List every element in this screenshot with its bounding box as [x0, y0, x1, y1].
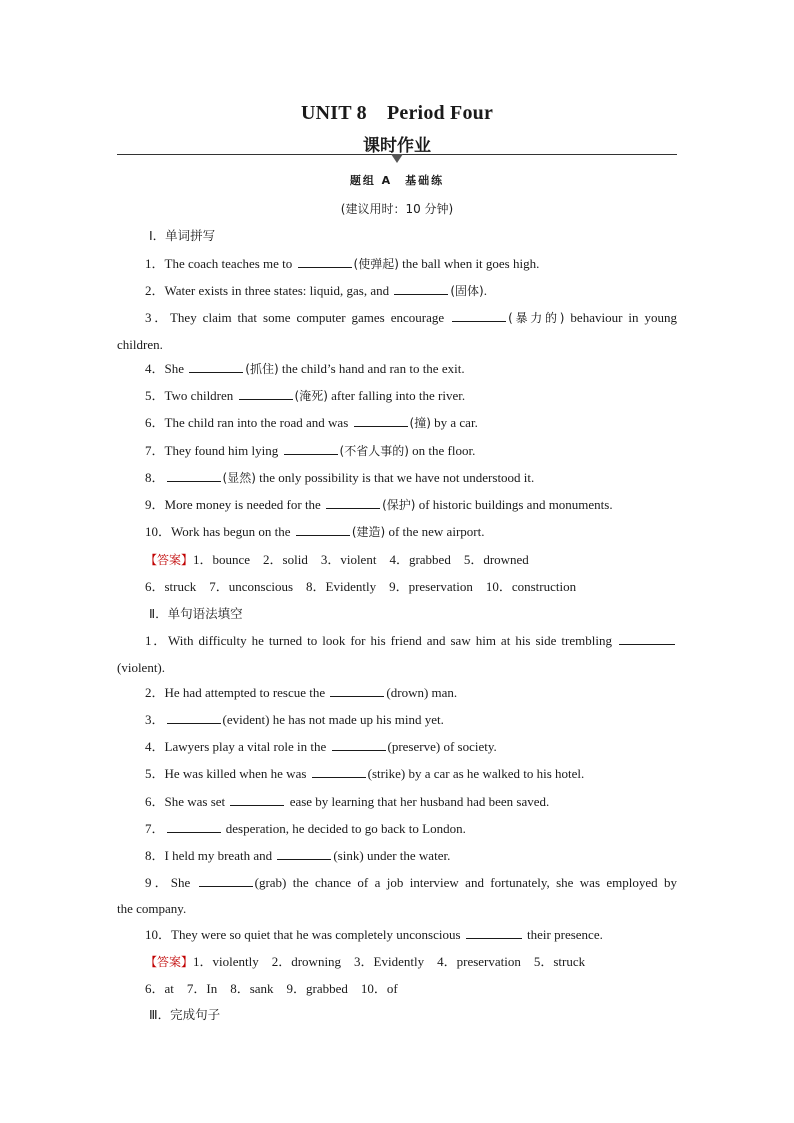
question-text: of society. [440, 739, 497, 754]
question-hint: (strike) [367, 766, 406, 781]
question-text: their presence. [523, 927, 603, 942]
question-text: on the floor. [408, 443, 476, 458]
question-text: the child’s hand and ran to the exit. [278, 361, 465, 376]
answer-text: 1．bounce 2．solid 3．violent 4．grabbed 5．drowned [193, 552, 529, 567]
question-number: 4． [145, 739, 165, 754]
question-hint: (使弹起) [353, 257, 399, 271]
answer-blank[interactable] [312, 765, 366, 778]
answer-blank[interactable] [354, 414, 408, 427]
answer-text: 6．struck 7．unconscious 8．Evidently 9．preservation 10．construction [145, 579, 577, 594]
question-number: 3． [145, 712, 165, 727]
question-text: under the water. [363, 848, 451, 863]
question-line [145, 793, 680, 811]
answer-blank[interactable] [199, 874, 253, 887]
question-number: 1． [145, 633, 169, 648]
question-text: by a car. [430, 415, 478, 430]
question-number: 9． [145, 497, 165, 512]
question-text: the only possibility is that we have not understood it. [255, 470, 535, 485]
question-line [145, 523, 680, 541]
question-line [145, 309, 677, 327]
question-line [145, 360, 680, 378]
question-text: behaviour in young [564, 310, 677, 325]
question-number: 5． [145, 766, 165, 781]
question-text: She [170, 875, 197, 890]
question-text: More money is needed for the [164, 497, 325, 512]
question-hint: (建造) [351, 525, 386, 539]
answer-blank[interactable] [277, 847, 331, 860]
question-hint: (保护) [382, 498, 416, 512]
question-number: 8． [145, 470, 165, 485]
answer-blank[interactable] [167, 820, 221, 833]
answer-blank[interactable] [230, 793, 284, 806]
question-line [145, 684, 680, 702]
question-text: They found him lying [164, 443, 282, 458]
question-hint: (暴力的) [508, 311, 565, 325]
question-hint: (显然) [222, 471, 256, 485]
question-hint: (抓住) [245, 362, 279, 376]
question-number: 2． [145, 685, 165, 700]
question-line [145, 738, 680, 756]
question-line [145, 387, 680, 405]
question-line [145, 847, 680, 865]
question-text: . [483, 283, 487, 298]
question-text: They claim that some computer games encourage [169, 310, 451, 325]
answer-key-line [145, 578, 680, 596]
question-text: the ball when it goes high. [398, 256, 540, 271]
question-number: 3． [145, 310, 170, 325]
question-hint: (撞) [409, 416, 431, 430]
question-line [145, 255, 680, 273]
answer-blank[interactable] [239, 387, 293, 400]
question-text: He had attempted to rescue the [164, 685, 329, 700]
question-text: desperation, he decided to go back to London. [222, 821, 466, 836]
question-line [145, 765, 680, 783]
answer-blank[interactable] [284, 442, 338, 455]
answer-tag: 【答案】 [145, 553, 194, 567]
question-number: 7． [145, 443, 165, 458]
triangle-marker-icon [391, 154, 403, 163]
question-line [145, 496, 680, 514]
page-title: UNIT 8 Period Four [300, 102, 494, 124]
question-number: 1． [145, 256, 165, 271]
question-line [145, 820, 680, 838]
question-line [145, 469, 680, 487]
question-continuation: (violent). [117, 660, 166, 675]
answer-blank[interactable] [326, 496, 380, 509]
question-number: 8． [145, 848, 165, 863]
question-hint: (drown) [386, 685, 429, 700]
page-subtitle: 课时作业 [363, 136, 431, 156]
question-number: 6． [145, 415, 165, 430]
question-number: 7． [145, 821, 165, 836]
question-text: The coach teaches me to [164, 256, 296, 271]
question-text: the chance of a job interview and fortunately, she was employed by [286, 875, 677, 890]
question-number: 5． [145, 388, 165, 403]
question-line [145, 282, 680, 300]
question-line [145, 414, 680, 432]
question-number: 2． [145, 283, 165, 298]
question-hint: (grab) [254, 875, 287, 890]
question-number: 10． [145, 927, 172, 942]
question-line [145, 874, 677, 892]
answer-text: 6．at 7．In 8．sank 9．grabbed 10．of [145, 981, 398, 996]
answer-blank[interactable] [332, 738, 386, 751]
answer-tag: 【答案】 [145, 955, 194, 969]
question-text: he has not made up his mind yet. [269, 712, 444, 727]
answer-blank[interactable] [167, 469, 221, 482]
question-continuation: children. [117, 337, 163, 352]
question-text: She [164, 361, 188, 376]
question-text: He was killed when he was [164, 766, 310, 781]
question-number: 6． [145, 794, 165, 809]
question-hint: (preserve) [387, 739, 441, 754]
question-text: Work has begun on the [171, 524, 294, 539]
question-text: They were so quiet that he was completely unconscious [171, 927, 464, 942]
question-number: 10． [145, 524, 172, 539]
question-text: Lawyers play a vital role in the [164, 739, 330, 754]
answer-text: 1．violently 2．drowning 3．Evidently 4．preservation 5．struck [193, 954, 586, 969]
answer-blank[interactable] [189, 360, 243, 373]
question-hint: (固体) [450, 284, 484, 298]
answer-blank[interactable] [167, 711, 221, 724]
group-label: 题组 A 基础练 [349, 174, 445, 187]
question-continuation: the company. [117, 901, 187, 916]
answer-blank[interactable] [298, 255, 352, 268]
suggested-time: (建议用时：10 分钟) [340, 202, 454, 216]
question-text: of the new airport. [385, 524, 485, 539]
question-text: She was set [164, 794, 229, 809]
question-text: Two children [164, 388, 237, 403]
answer-blank[interactable] [452, 309, 506, 322]
answer-blank[interactable] [619, 632, 675, 645]
answer-blank[interactable] [394, 282, 448, 295]
section-heading-sentences: Ⅲ．完成句子 [149, 1007, 221, 1022]
answer-blank[interactable] [296, 523, 350, 536]
question-text: Water exists in three states: liquid, gas, and [164, 283, 393, 298]
question-text: With difficulty he turned to look for his friend and saw him at his side trembling [168, 633, 617, 648]
question-text: of historic buildings and monuments. [415, 497, 613, 512]
question-line [145, 442, 680, 460]
answer-key-line [145, 551, 680, 569]
question-number: 4． [145, 361, 165, 376]
question-line [145, 711, 680, 729]
question-hint: (sink) [333, 848, 364, 863]
section-heading-grammar: Ⅱ．单句语法填空 [149, 606, 243, 621]
question-text: The child ran into the road and was [164, 415, 352, 430]
answer-blank[interactable] [330, 684, 384, 697]
question-text: after falling into the river. [327, 388, 466, 403]
question-text: man. [428, 685, 458, 700]
question-line [145, 926, 680, 944]
question-text: ease by learning that her husband had been saved. [286, 794, 550, 809]
question-hint: (不省人事的) [339, 444, 409, 458]
question-number: 9． [145, 875, 171, 890]
answer-key-line [145, 953, 680, 971]
question-text: by a car as he walked to his hotel. [405, 766, 585, 781]
answer-blank[interactable] [466, 926, 522, 939]
answer-key-line [145, 980, 680, 998]
question-hint: (淹死) [294, 389, 328, 403]
section-heading-spelling: Ⅰ．单词拼写 [149, 228, 216, 243]
question-line [145, 632, 677, 650]
question-text: I held my breath and [164, 848, 276, 863]
question-hint: (evident) [222, 712, 270, 727]
